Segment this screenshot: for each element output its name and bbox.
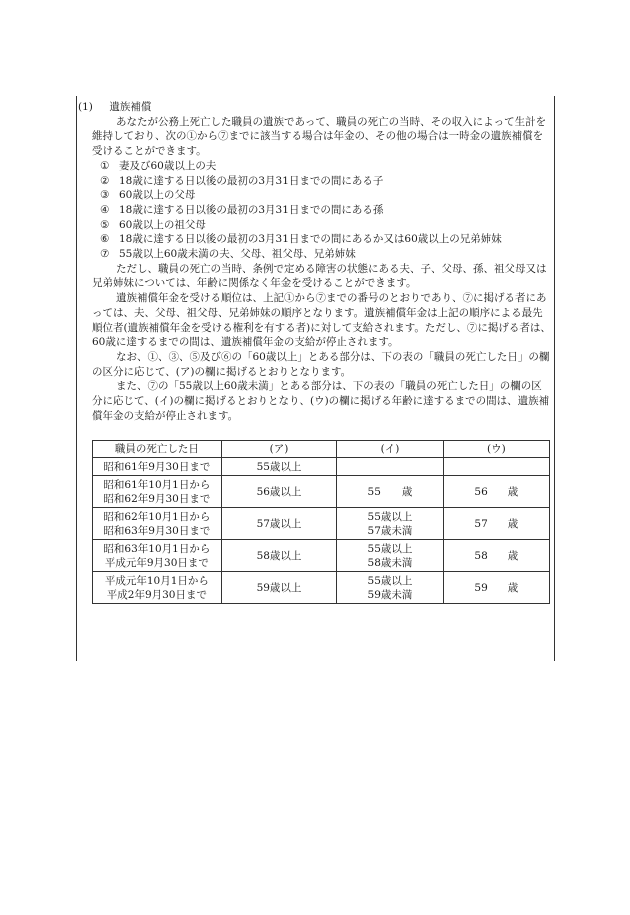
age-u-cell: 56 歳 [443,476,549,508]
death-date-cell: 昭和61年10月1日から 昭和62年9月30日まで [93,476,222,508]
age-u-cell [443,458,549,476]
age-schedule-table [92,440,550,604]
table-row [93,508,550,540]
column-header-i: (イ) [337,441,443,458]
table-header-row [93,441,550,458]
list-item-text: 妻及び60歳以上の夫 [119,159,217,172]
table-row [93,540,550,572]
age-i-cell: 55 歳 [337,476,443,508]
age-i-cell: 55歳以上 57歳未満 [337,508,443,540]
list-item-text: 55歳以上60歳未満の夫、父母、祖父母、兄弟姉妹 [119,248,356,261]
death-date-cell: 平成元年10月1日から 平成2年9月30日まで [93,572,222,604]
age-a-cell: 56歳以上 [221,476,336,508]
age-a-cell: 55歳以上 [221,458,336,476]
age-a-cell: 57歳以上 [221,508,336,540]
intro-paragraph: あなたが公務上死亡した職員の遺族であって、職員の死亡の当時、その収入によって生計を維持しており、次の①から⑦までに該当する場合は年金の、その他の場合は一時金の遺族補償を受けることができます。 [92,115,547,158]
section-heading [78,100,552,115]
age-u-cell: 58 歳 [443,540,549,572]
list-marker: ⑥ [100,233,110,246]
age-i-cell: 55歳以上 59歳未満 [337,572,443,604]
list-marker: ② [100,174,110,187]
age-u-cell: 59 歳 [443,572,549,604]
section-title: 遺族補償 [109,101,152,113]
age-a-cell: 58歳以上 [221,540,336,572]
list-item-text: 18歳に達する日以後の最初の3月31日までの間にあるか又は60歳以上の兄弟姉妹 [119,233,502,246]
table-row [93,476,550,508]
list-marker: ③ [100,189,110,202]
list-item [92,247,552,262]
list-item [92,174,552,189]
list-item [92,159,552,174]
list-marker: ④ [100,203,110,216]
list-item [92,232,552,247]
death-date-cell: 昭和62年10月1日から 昭和63年9月30日まで [93,508,222,540]
age-u-cell: 57 歳 [443,508,549,540]
note-paragraph-b: また、⑦の「55歳以上60歳未満」とある部分は、下の表の「職員の死亡した日」の欄の区分に応じて、(イ)の欄に掲げるとおりとなり、(ウ)の欄に掲げる年齢に達するまでの間は、遺族補償年金の支給が停止されます。 [92,380,550,422]
list-item [92,218,552,233]
list-item-text: 18歳に達する日以後の最初の3月31日までの間にある子 [119,174,384,187]
list-item-text: 18歳に達する日以後の最初の3月31日までの間にある孫 [119,203,384,216]
list-marker: ① [100,159,110,172]
proviso-paragraph: ただし、職員の死亡の当時、条例で定める障害の状態にある夫、子、父母、孫、祖父母又は兄弟姉妹については、年齢に関係なく年金を受けることができます。 [92,262,547,290]
death-date-cell: 昭和61年9月30日まで [93,458,222,476]
eligible-list [78,159,552,262]
list-item [92,188,552,203]
column-header-death-date: 職員の死亡した日 [93,441,222,458]
section-number: (1) [78,101,93,113]
order-paragraph: 遺族補償年金を受ける順位は、上記①から⑦までの番号のとおりであり、⑦に掲げる者にあっては、夫、父母、祖父母、兄弟姉妹の順序となります。遺族補償年金は上記の順序による最先順位者(遺族補償年金を受ける権利を有する者)に対して支給されます。ただし、⑦に掲げる者は、60歳に達するまでの間は、遺族補償年金の支給が停止されます。 [92,292,551,349]
death-date-cell: 昭和63年10月1日から 平成元年9月30日まで [93,540,222,572]
column-header-a: (ア) [221,441,336,458]
age-i-cell [337,458,443,476]
table-row [93,458,550,476]
list-marker: ⑦ [100,248,110,261]
table-row [93,572,550,604]
age-i-cell: 55歳以上 58歳未満 [337,540,443,572]
age-a-cell: 59歳以上 [221,572,336,604]
note-paragraph-a: なお、①、③、⑤及び⑥の「60歳以上」とある部分は、下の表の「職員の死亡した日」の欄の区分に応じて、(ア)の欄に掲げるとおりとなります。 [92,350,550,378]
document-body [78,100,552,423]
page-frame-right-rule [554,96,555,661]
page-frame-left-rule [76,96,77,661]
column-header-u: (ウ) [443,441,549,458]
list-marker: ⑤ [100,218,110,231]
list-item [92,203,552,218]
list-item-text: 60歳以上の父母 [119,189,196,202]
list-item-text: 60歳以上の祖父母 [119,218,206,231]
